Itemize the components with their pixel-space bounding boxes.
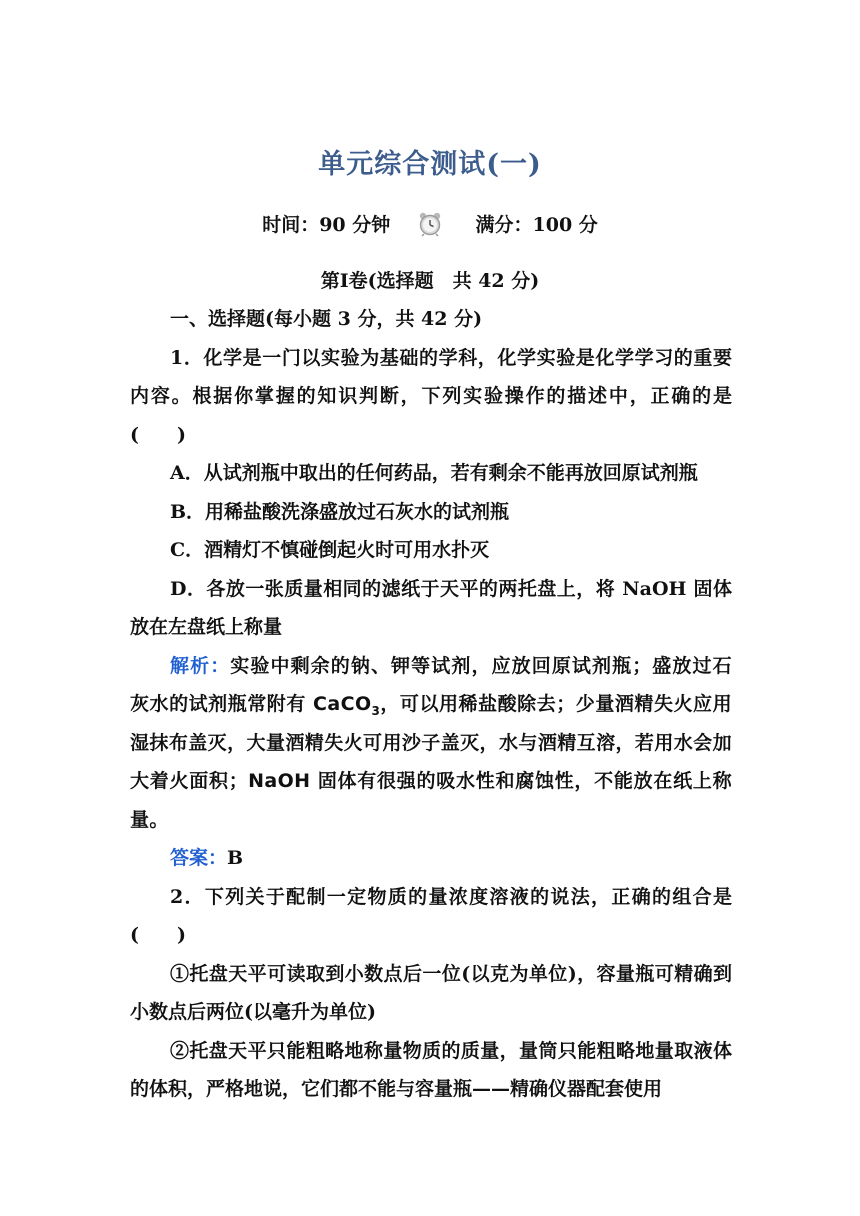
question-1-stem: 1．化学是一门以实验为基础的学科，化学实验是化学学习的重要内容。根据你掌握的知识判断，下列实验操作的描述中，正确的是( ) <box>130 346 732 446</box>
exam-meta <box>0 210 860 237</box>
question-1-option-b: B．用稀盐酸洗涤盛放过石灰水的试剂瓶 <box>170 500 510 523</box>
question-1-option-c: C．酒精灯不慎碰倒起火时可用水扑灭 <box>170 539 490 561</box>
analysis-subscript: 3 <box>371 703 381 718</box>
analysis-text-1: 实验中剩余的钠、钾等试剂，应放回原试剂瓶；盛放过石灰水的试剂瓶常附有 CaCO <box>130 654 732 715</box>
question-1-answer <box>130 839 732 878</box>
time-label: 时间：90 分钟 <box>262 214 391 236</box>
question-2-stem: 2．下列关于配制一定物质的量浓度溶液的说法，正确的组合是( ) <box>130 885 732 946</box>
score-label: 满分：100 分 <box>475 214 598 236</box>
answer-label: 答案： <box>170 847 228 869</box>
question-body <box>130 300 732 1109</box>
answer-value: B <box>227 847 244 869</box>
question-2-item-1: ①托盘天平可读取到小数点后一位(以克为单位)，容量瓶可精确到小数点后两位(以毫升为单位) <box>130 962 732 1023</box>
analysis-label: 解析： <box>170 654 231 677</box>
question-1-option-d: D．各放一张质量相同的滤纸于天平的两托盘上，将 NaOH 固体放在左盘纸上称量 <box>130 577 732 638</box>
section-heading: 第Ⅰ卷(选择题 共 42 分) <box>320 270 540 292</box>
question-1-analysis <box>130 647 732 840</box>
question-1-option-a: A．从试剂瓶中取出的任何药品，若有剩余不能再放回原试剂瓶 <box>170 462 698 484</box>
alarm-clock-icon <box>417 211 443 237</box>
analysis-text-2: ，可以用稀盐酸除去；少量酒精失火应用湿抹布盖灭，大量酒精失火可用沙子盖灭，水与酒精互溶，若用水会加大着火面积；NaOH 固体有很强的吸水性和腐蚀性，不能放在纸上称量。 <box>130 693 733 831</box>
part-title: 一、选择题(每小题 3 分，共 42 分) <box>170 308 483 330</box>
page-title: 单元综合测试(一) <box>318 149 542 180</box>
question-2-item-2: ②托盘天平只能粗略地称量物质的质量，量筒只能粗略地量取液体的体积，严格地说，它们都不能与容量瓶——精确仪器配套使用 <box>130 1039 732 1100</box>
